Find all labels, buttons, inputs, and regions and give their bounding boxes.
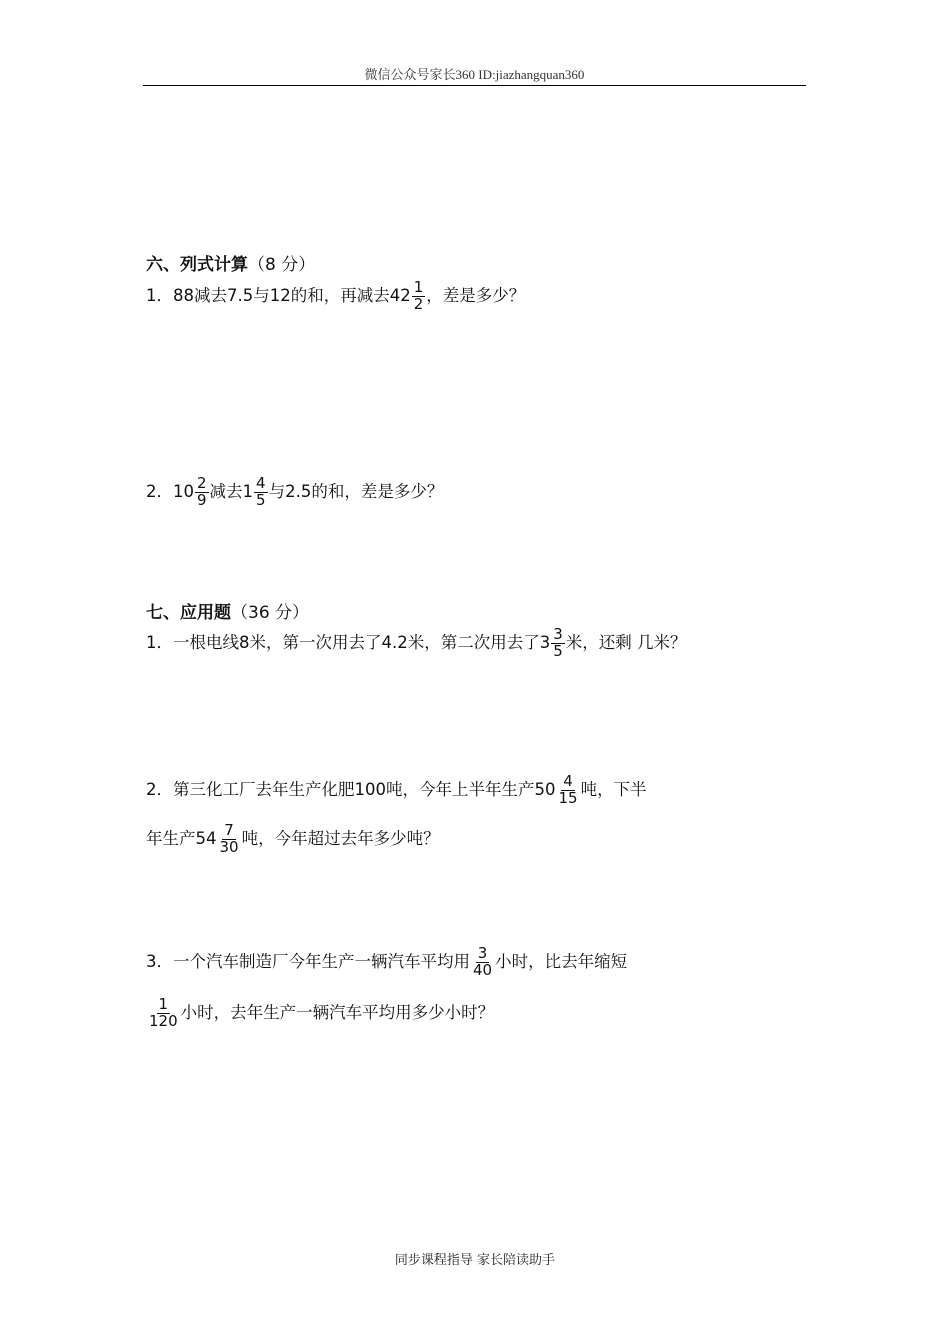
fraction	[254, 476, 268, 509]
denominator: 2	[413, 294, 424, 313]
page-footer: 同步课程指导 家长陪读助手	[394, 1253, 556, 1268]
section-6-title-text: 六、列式计算	[146, 255, 248, 275]
question-text: 2．10	[146, 481, 194, 501]
page-header: 微信公众号家长360 ID:jiazhangquan360	[364, 67, 585, 82]
question-text: 小时，比去年缩短	[495, 951, 628, 971]
fraction	[147, 997, 180, 1030]
denominator: 40	[473, 960, 493, 979]
question-text: 减去1	[209, 481, 254, 501]
denominator: 5	[256, 490, 266, 509]
section-6-points: （8 分）	[248, 255, 316, 275]
numerator: 1	[158, 995, 169, 1013]
section-6-question-1	[146, 280, 525, 313]
question-text: 吨，下半	[580, 779, 647, 799]
header-rule	[143, 85, 806, 86]
section-7-question-3-line-2	[146, 997, 494, 1030]
question-text: 与2.5的和，差是多少？	[268, 481, 444, 501]
denominator: 30	[219, 837, 239, 856]
numerator: 7	[224, 821, 234, 839]
fraction	[557, 774, 580, 807]
denominator: 120	[149, 1011, 178, 1030]
denominator: 5	[553, 641, 563, 660]
fraction	[195, 476, 209, 509]
fraction	[412, 280, 426, 313]
question-text: 2．第三化工厂去年生产化肥100吨，今年上半年生产50	[146, 779, 556, 799]
section-6-question-2	[146, 476, 443, 509]
section-7-title-text: 七、应用题	[146, 603, 231, 623]
question-text: 1．一根电线8米，第一次用去了4.2米，第二次用去了3	[146, 632, 551, 652]
question-text: 年生产54	[146, 828, 217, 848]
section-7-title	[146, 598, 309, 623]
section-7-question-3-line-1	[146, 946, 627, 979]
numerator: 4	[563, 772, 573, 790]
question-text: 1．88减去7.5与12的和，再减去42	[146, 285, 411, 305]
numerator: 4	[256, 474, 266, 492]
numerator: 1	[413, 278, 424, 296]
question-text: 3．一个汽车制造厂今年生产一辆汽车平均用	[146, 951, 470, 971]
section-7-question-2-line-1	[146, 774, 647, 807]
denominator: 9	[197, 490, 207, 509]
question-text: 吨，今年超过去年多少吨？	[241, 828, 440, 848]
fraction	[471, 946, 494, 979]
denominator: 15	[558, 788, 578, 807]
fraction	[551, 627, 565, 660]
section-7-question-1	[146, 627, 687, 660]
question-text: 米，还剩 几米？	[565, 632, 687, 652]
numerator: 3	[553, 625, 563, 643]
question-text: ，差是多少？	[426, 285, 526, 305]
numerator: 2	[197, 474, 207, 492]
section-7-question-2-line-2	[146, 823, 440, 856]
fraction	[218, 823, 241, 856]
question-text: 小时，去年生产一辆汽车平均用多少小时？	[180, 1002, 495, 1022]
numerator: 3	[477, 944, 488, 962]
section-7-points: （36 分）	[231, 603, 310, 623]
section-6-title	[146, 250, 315, 275]
